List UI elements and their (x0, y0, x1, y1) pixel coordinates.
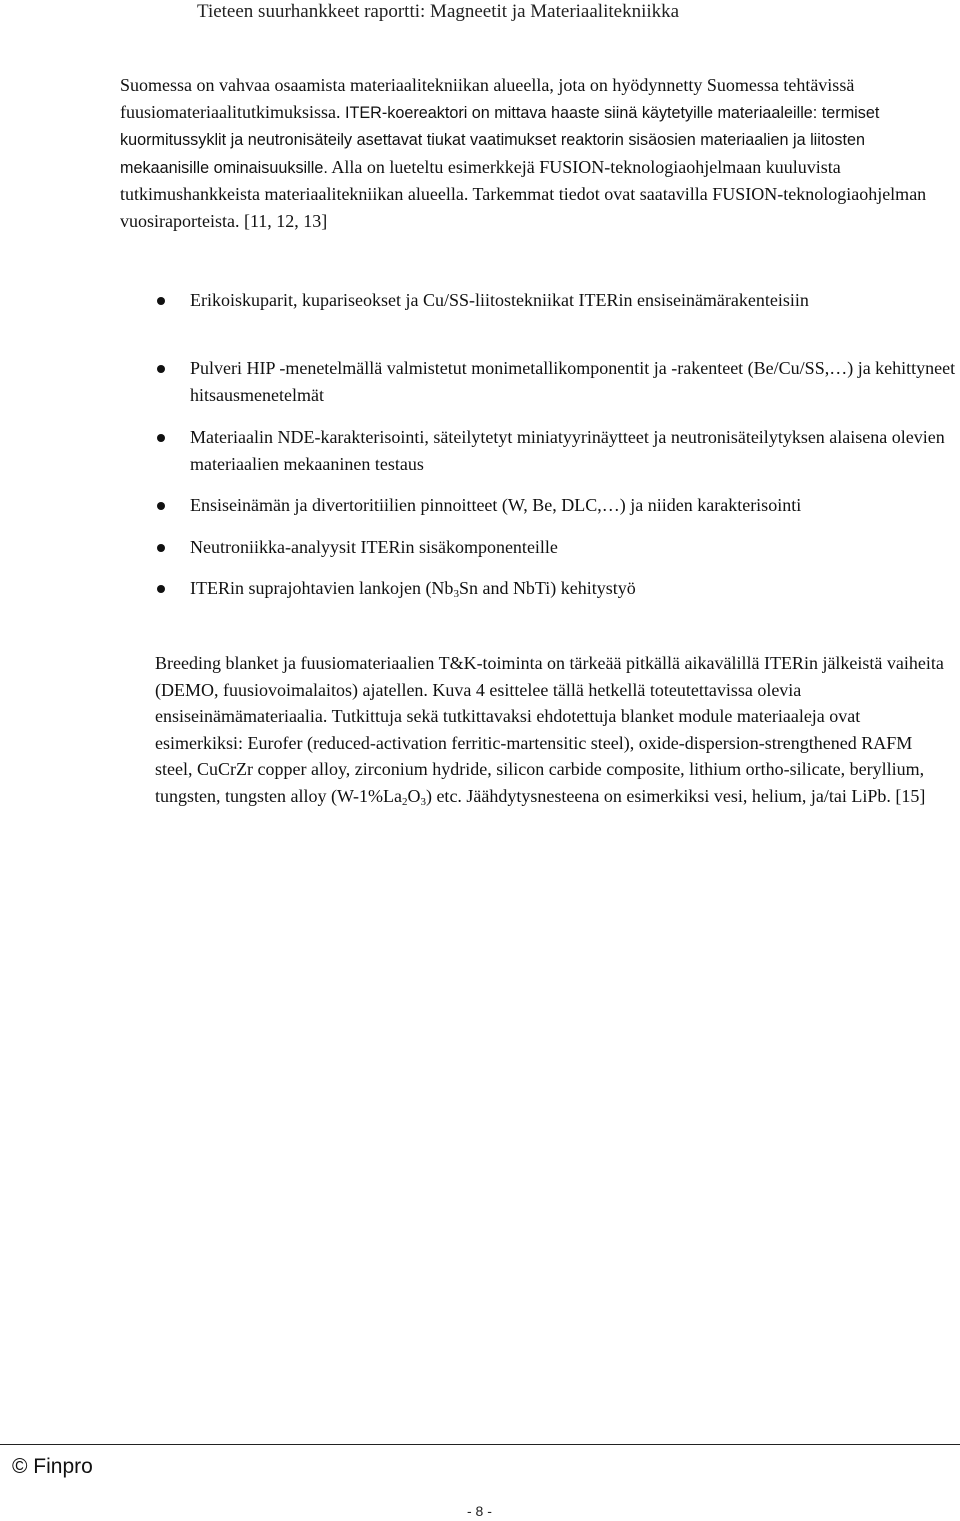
list-item-text: Pulveri HIP -menetelmällä valmistetut monimetallikomponentit ja -rakenteet (Be/Cu/SS,…) ja kehittyneet hitsausmenetelmät (190, 358, 956, 405)
page-header-title: Tieteen suurhankkeet raportti: Magneetit ja Materiaalitekniikka (197, 1, 680, 22)
subscript: 3 (420, 795, 426, 808)
paragraph-text-after: ) etc. Jäähdytysnesteena on esimerkiksi vesi, helium, ja/tai LiPb. [15] (425, 785, 926, 806)
paragraph-text-before: Breeding blanket ja fuusiomateriaalien T&K-toiminta on tärkeää pitkällä aikavälillä ITERin jälkeistä vaiheita (DEMO, fuusiovoimalaitos) ajatellen. Kuva 4 esittelee tällä hetkellä toteutettavissa olevia ensiseinämämateriaalia. Tutkittuja sekä tutkittavaksi ehdotettuja blanket module materiaaleja ovat esimerkiksi: Eurofer (reduced-activation ferritic-martensitic steel), oxide-dispersion-strengthened RAFM steel, CuCrZr copper alloy, zirconium hydride, silicon carbide composite, lithium ortho-silicate, beryllium, tungsten, tungsten alloy (W-1%La (155, 653, 944, 806)
bullet-icon (157, 502, 165, 510)
list-item-text: Materiaalin NDE-karakterisointi, säteilytetyt miniatyyrinäytteet ja neutronisäteilytyksen alaisena olevien materiaalien mekaaninen testaus (190, 427, 945, 474)
bullet-icon (157, 544, 165, 552)
bullet-icon (157, 365, 165, 373)
list-item-text-after: Sn and NbTi) kehitystyö (458, 578, 636, 598)
bullet-icon (157, 434, 165, 442)
bullet-icon (157, 297, 165, 305)
list-item (190, 575, 960, 602)
page-number: - 8 - (467, 1503, 492, 1519)
intro-text-sans: ITER-koereaktori on mittava haaste siinä käytetyille materiaaleille: termiset kuormitussyklit ja neutronisäteily asettavat tiukat vaatimukset reaktorin sisäosien materiaalien ja liitosten mekaanisille ominaisuuksille. (120, 103, 880, 177)
list-item (190, 492, 960, 519)
footer-divider (0, 1444, 960, 1445)
bullet-icon (157, 585, 165, 593)
list-item-text: Ensiseinämän ja divertoritiilien pinnoitteet (W, Be, DLC,…) ja niiden karakterisointi (190, 495, 802, 515)
list-item (190, 424, 960, 477)
list-item (190, 534, 960, 561)
list-item-text: Neutroniikka-analyysit ITERin sisäkomponenteille (190, 537, 558, 557)
list-item-text (190, 578, 636, 598)
list-item (190, 287, 960, 314)
footer-copyright: © Finpro (12, 1455, 93, 1478)
intro-paragraph (120, 72, 955, 235)
list-item (190, 355, 960, 408)
intro-text-serif-2: Alla on lueteltu esimerkkejä FUSION-teknologiaohjelmaan kuuluvista tutkimushankkeista materiaalitekniikan alueella. Tarkemmat tiedot ovat saatavilla FUSION-teknologiaohjelman vuosiraporteista. [11, 12, 13] (120, 156, 927, 231)
subscript: 2 (401, 795, 408, 808)
paragraph-text-mid: O (407, 785, 421, 806)
list-item-text-before: ITERin suprajohtavien lankojen (Nb (190, 578, 454, 598)
subscript: 3 (453, 588, 459, 600)
blanket-materials-paragraph (155, 650, 945, 810)
list-item-text: Erikoiskuparit, kupariseokset ja Cu/SS-liitostekniikat ITERin ensiseinämärakenteisiin (190, 290, 809, 310)
intro-text-serif: Suomessa on vahvaa osaamista materiaalitekniikan alueella, jota on hyödynnetty Suomessa tehtävissä fuusiomateriaalitutkimuksissa. (120, 75, 855, 122)
